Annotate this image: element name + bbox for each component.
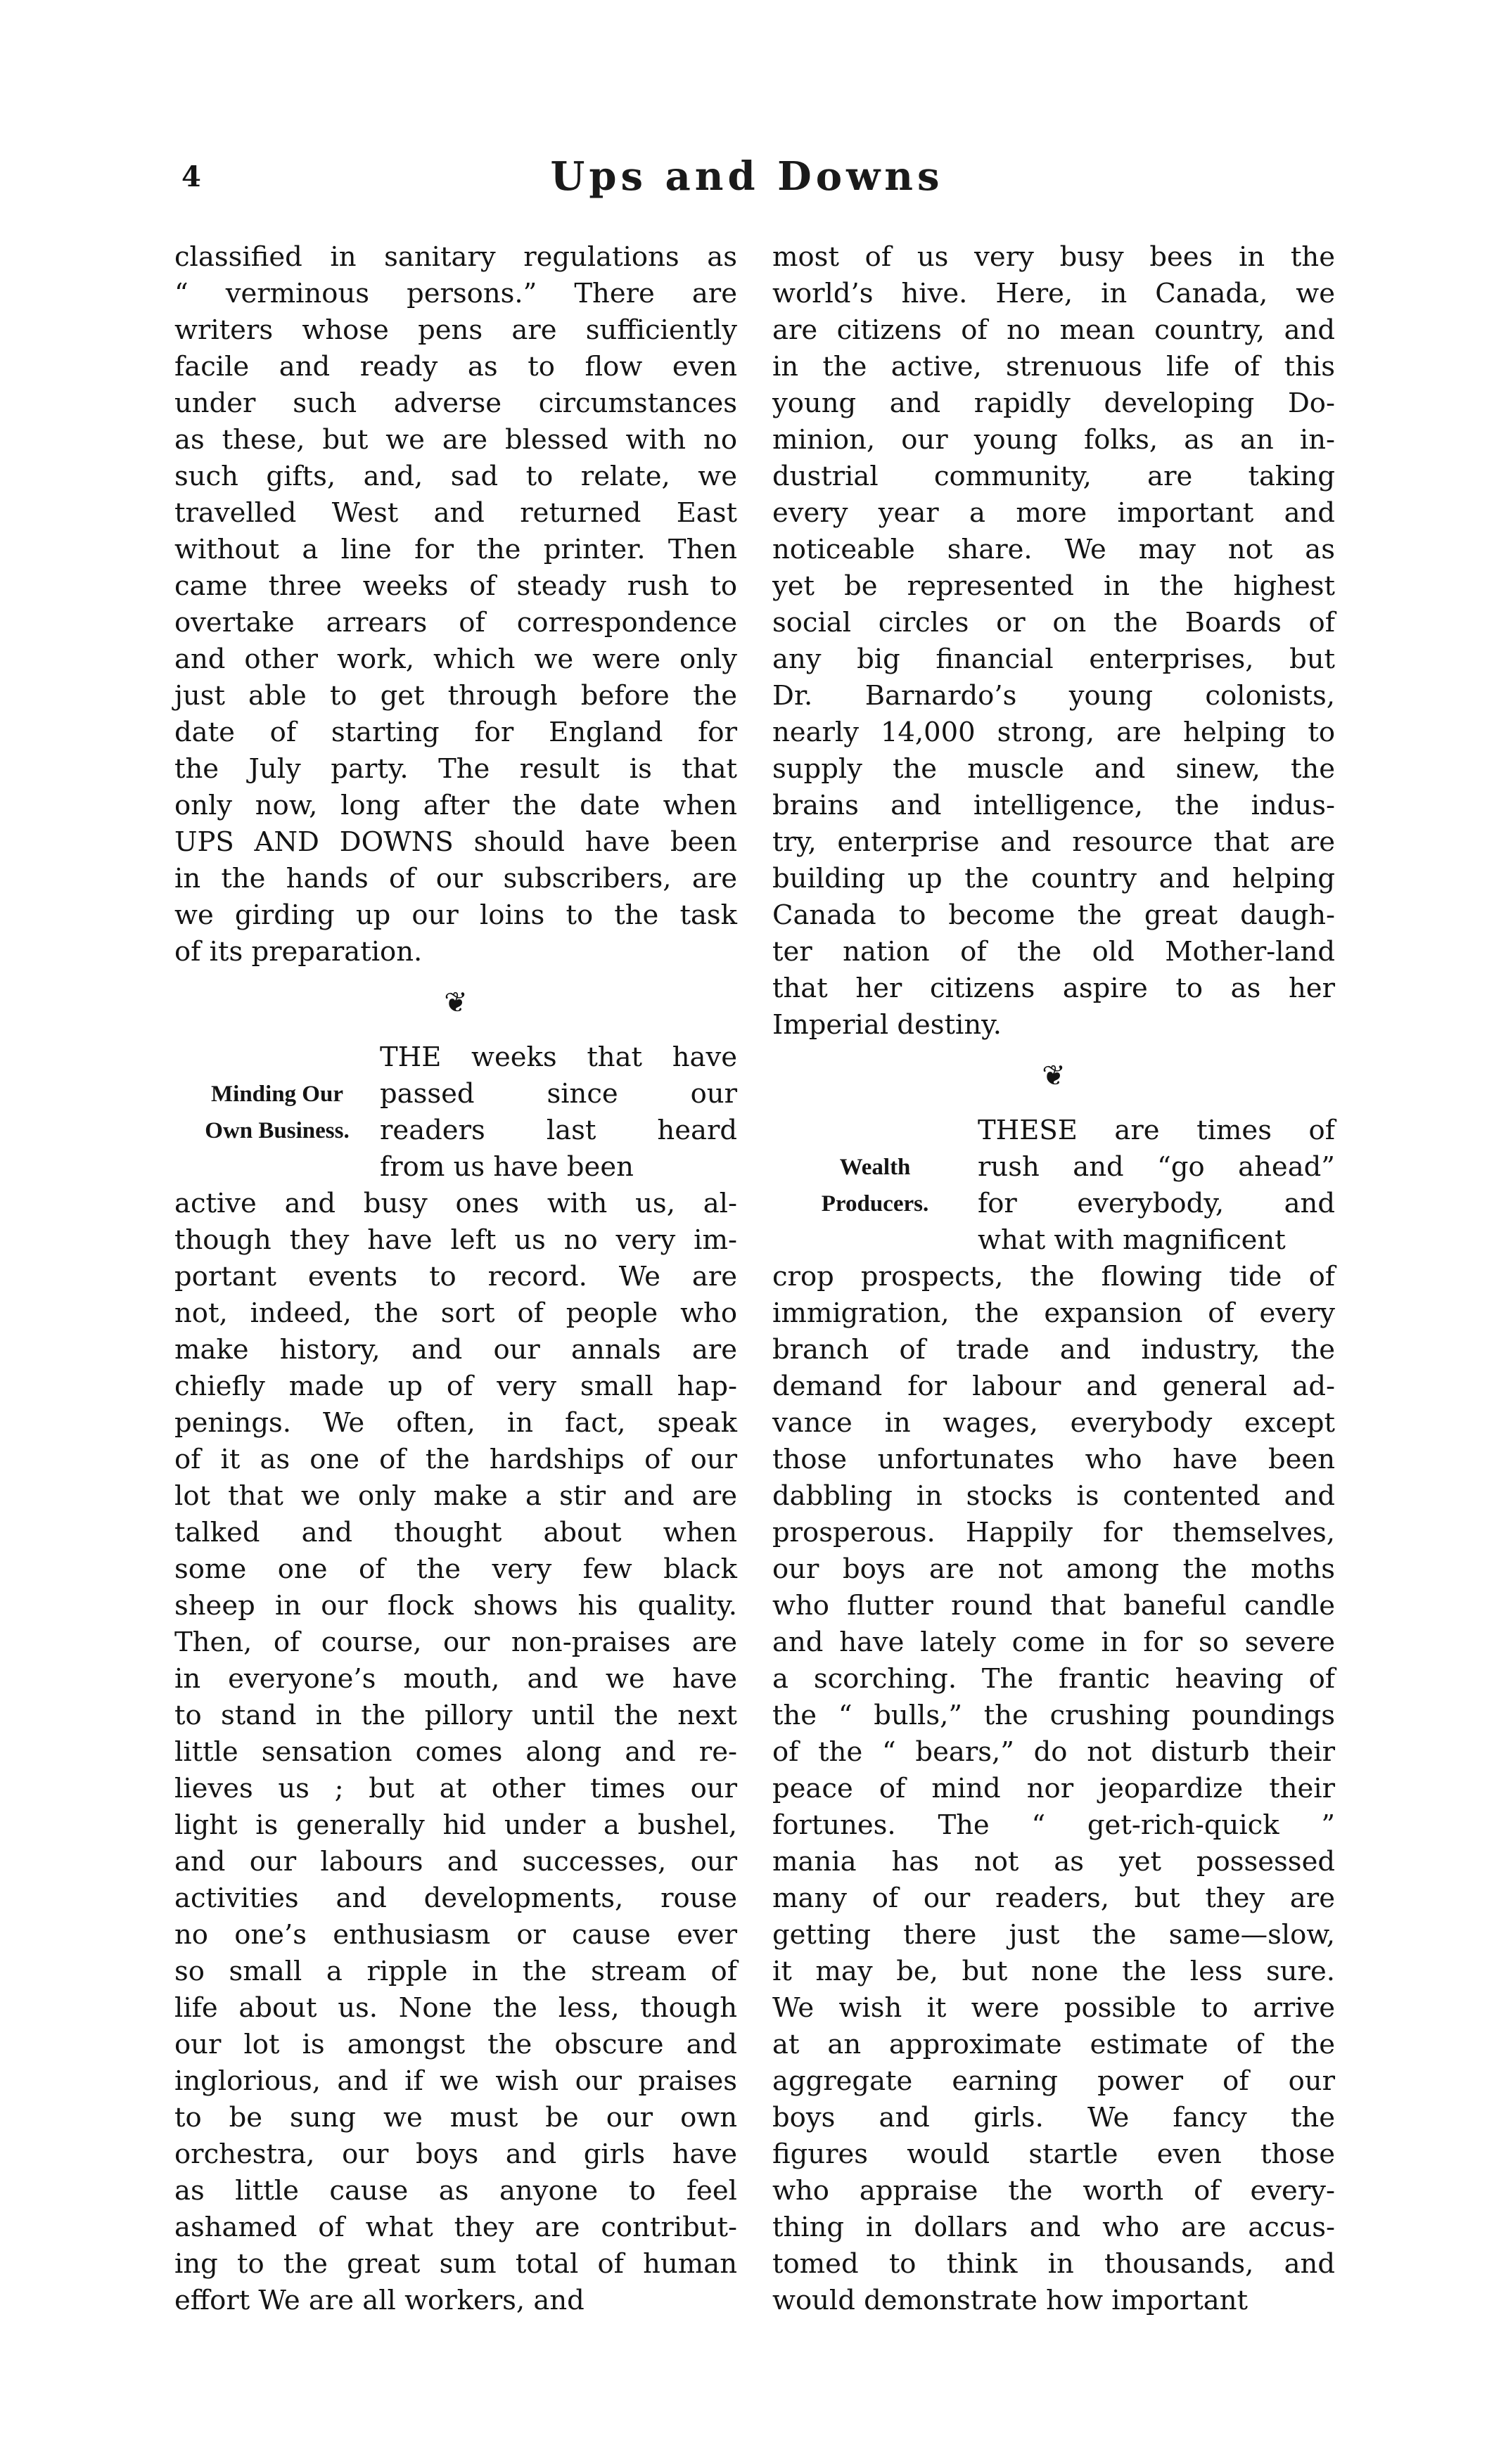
left-paragraph-1 bbox=[174, 239, 737, 970]
text-line: overtake arrears of correspondence bbox=[174, 607, 737, 639]
text-line: penings. We often, in fact, speak bbox=[174, 1407, 737, 1439]
text-line: under such adverse circumstances bbox=[174, 387, 737, 419]
text-line: immigration, the expansion of every bbox=[772, 1297, 1335, 1329]
text-line: Dr. Barnardo’s young colonists, bbox=[772, 680, 1335, 712]
text-line: some one of the very few black bbox=[174, 1553, 737, 1585]
text-line: try, enterprise and resource that are bbox=[772, 826, 1335, 858]
text-line: THESE are times of bbox=[978, 1115, 1335, 1146]
text-line: are citizens of no mean country, and bbox=[772, 314, 1335, 346]
text-line: mania has not as yet possessed bbox=[772, 1846, 1335, 1878]
text-line: THE weeks that have bbox=[380, 1041, 737, 1073]
text-line: facile and ready as to flow even bbox=[174, 351, 737, 383]
text-line: travelled West and returned East bbox=[174, 497, 737, 529]
text-line: thing in dollars and who are accus- bbox=[772, 2212, 1335, 2243]
text-line: dabbling in stocks is contented and bbox=[772, 1480, 1335, 1512]
text-line: from us have been bbox=[380, 1151, 634, 1183]
left-side-heading-block bbox=[174, 1039, 737, 1186]
text-line: ter nation of the old Mother-land bbox=[772, 936, 1335, 968]
side-heading-line: Own Business. bbox=[205, 1118, 350, 1143]
text-line: building up the country and helping bbox=[772, 863, 1335, 894]
text-line: life about us. None the less, though bbox=[174, 1992, 737, 2024]
ornament-glyph: ❦ bbox=[444, 987, 468, 1019]
side-heading-line: Wealth bbox=[839, 1155, 911, 1180]
side-heading-line: Minding Our bbox=[211, 1082, 343, 1107]
left-paragraph-2 bbox=[174, 1186, 737, 2319]
text-line: orchestra, our boys and girls have bbox=[174, 2138, 737, 2170]
side-heading bbox=[174, 1039, 380, 1149]
text-line: every year a more important and bbox=[772, 497, 1335, 529]
right-side-heading-block bbox=[772, 1112, 1335, 1259]
page-number: 4 bbox=[181, 160, 201, 193]
text-line: so small a ripple in the stream of bbox=[174, 1956, 737, 1987]
text-line: nearly 14,000 strong, are helping to bbox=[772, 717, 1335, 748]
text-line: passed since our bbox=[380, 1078, 737, 1110]
text-line: came three weeks of steady rush to bbox=[174, 570, 737, 602]
text-line: who flutter round that baneful candle bbox=[772, 1590, 1335, 1622]
text-line: though they have left us no very im- bbox=[174, 1224, 737, 1256]
text-line: readers last heard bbox=[380, 1115, 737, 1146]
text-line: not, indeed, the sort of people who bbox=[174, 1297, 737, 1329]
text-line: as these, but we are blessed with no bbox=[174, 424, 737, 456]
text-line: We wish it were possible to arrive bbox=[772, 1992, 1335, 2024]
side-text bbox=[380, 1039, 737, 1186]
text-line: classified in sanitary regulations as bbox=[174, 241, 737, 273]
text-line: aggregate earning power of our bbox=[772, 2065, 1335, 2097]
text-line: active and busy ones with us, al- bbox=[174, 1188, 737, 1219]
text-line: vance in wages, everybody except bbox=[772, 1407, 1335, 1439]
text-line: chiefly made up of very small hap- bbox=[174, 1371, 737, 1402]
text-line: those unfortunates who have been bbox=[772, 1444, 1335, 1475]
text-line: such gifts, and, sad to relate, we bbox=[174, 461, 737, 492]
text-line: to stand in the pillory until the next bbox=[174, 1700, 737, 1731]
text-line: supply the muscle and sinew, the bbox=[772, 753, 1335, 785]
text-line: in the active, strenuous life of this bbox=[772, 351, 1335, 383]
text-line: noticeable share. We may not as bbox=[772, 534, 1335, 565]
text-line: our lot is amongst the obscure and bbox=[174, 2029, 737, 2060]
text-line: Then, of course, our non-praises are bbox=[174, 1626, 737, 1658]
text-line: what with magnificent bbox=[978, 1224, 1286, 1256]
text-line: young and rapidly developing Do- bbox=[772, 387, 1335, 419]
text-line: no one’s enthusiasm or cause ever bbox=[174, 1919, 737, 1951]
text-line: would demonstrate how important bbox=[772, 2285, 1249, 2316]
right-paragraph-1 bbox=[772, 239, 1335, 1044]
text-line: without a line for the printer. Then bbox=[174, 534, 737, 565]
text-line: world’s hive. Here, in Canada, we bbox=[772, 278, 1335, 309]
text-line: the July party. The result is that bbox=[174, 753, 737, 785]
text-line: dustrial community, are taking bbox=[772, 461, 1335, 492]
text-line: of its preparation. bbox=[174, 936, 423, 968]
text-line: ashamed of what they are contribut- bbox=[174, 2212, 737, 2243]
text-line: demand for labour and general ad- bbox=[772, 1371, 1335, 1402]
text-line: it may be, but none the less sure. bbox=[772, 1956, 1335, 1987]
text-line: our boys are not among the moths bbox=[772, 1553, 1335, 1585]
text-line: make history, and our annals are bbox=[174, 1334, 737, 1366]
text-line: that her citizens aspire to as her bbox=[772, 973, 1335, 1004]
text-line: and other work, which we were only bbox=[174, 643, 737, 675]
text-line: just able to get through before the bbox=[174, 680, 737, 712]
text-line: brains and intelligence, the indus- bbox=[772, 790, 1335, 821]
text-line: Imperial destiny. bbox=[772, 1009, 1002, 1041]
text-line: and our labours and successes, our bbox=[174, 1846, 737, 1878]
side-text bbox=[978, 1112, 1335, 1259]
text-line: writers whose pens are sufficiently bbox=[174, 314, 737, 346]
right-column bbox=[772, 239, 1335, 2319]
text-line: in everyone’s mouth, and we have bbox=[174, 1663, 737, 1695]
text-line: who appraise the worth of every- bbox=[772, 2175, 1335, 2207]
text-line: activities and developments, rouse bbox=[174, 1882, 737, 1914]
text-line: “ verminous persons.” There are bbox=[174, 278, 737, 309]
text-line: most of us very busy bees in the bbox=[772, 241, 1335, 273]
text-line: of the “ bears,” do not disturb their bbox=[772, 1736, 1335, 1768]
side-heading-line: Producers. bbox=[821, 1191, 929, 1217]
text-line: rush and “go ahead” bbox=[978, 1151, 1335, 1183]
text-line: any big financial enterprises, but bbox=[772, 643, 1335, 675]
text-line: of it as one of the hardships of our bbox=[174, 1444, 737, 1475]
text-line: UPS AND DOWNS should have been bbox=[174, 826, 737, 858]
right-paragraph-2 bbox=[772, 1259, 1335, 2319]
text-line: figures would startle even those bbox=[772, 2138, 1335, 2170]
text-line: talked and thought about when bbox=[174, 1517, 737, 1548]
text-line: boys and girls. We fancy the bbox=[772, 2102, 1335, 2133]
text-line: and have lately come in for so severe bbox=[772, 1626, 1335, 1658]
text-line: crop prospects, the flowing tide of bbox=[772, 1261, 1335, 1292]
text-line: inglorious, and if we wish our praises bbox=[174, 2065, 737, 2097]
left-column bbox=[174, 239, 737, 2319]
text-line: date of starting for England for bbox=[174, 717, 737, 748]
text-line: getting there just the same—slow, bbox=[772, 1919, 1335, 1951]
text-line: effort We are all workers, and bbox=[174, 2285, 585, 2316]
text-line: minion, our young folks, as an in- bbox=[772, 424, 1335, 456]
text-line: at an approximate estimate of the bbox=[772, 2029, 1335, 2060]
text-line: Canada to become the great daugh- bbox=[772, 899, 1335, 931]
text-line: prosperous. Happily for themselves, bbox=[772, 1517, 1335, 1548]
running-head: Ups and Downs bbox=[550, 153, 944, 200]
text-line: as little cause as anyone to feel bbox=[174, 2175, 737, 2207]
ornament-glyph: ❦ bbox=[1042, 1060, 1066, 1092]
text-line: in the hands of our subscribers, are bbox=[174, 863, 737, 894]
text-line: little sensation comes along and re- bbox=[174, 1736, 737, 1768]
side-heading bbox=[772, 1112, 978, 1222]
text-line: tomed to think in thousands, and bbox=[772, 2248, 1335, 2280]
text-line: sheep in our flock shows his quality. bbox=[174, 1590, 737, 1622]
text-line: fortunes. The “ get-rich-quick ” bbox=[772, 1809, 1335, 1841]
text-line: only now, long after the date when bbox=[174, 790, 737, 821]
text-line: branch of trade and industry, the bbox=[772, 1334, 1335, 1366]
text-line: yet be represented in the highest bbox=[772, 570, 1335, 602]
text-line: peace of mind nor jeopardize their bbox=[772, 1773, 1335, 1804]
text-line: lot that we only make a stir and are bbox=[174, 1480, 737, 1512]
text-line: social circles or on the Boards of bbox=[772, 607, 1335, 639]
text-line: a scorching. The frantic heaving of bbox=[772, 1663, 1335, 1695]
text-line: many of our readers, but they are bbox=[772, 1882, 1335, 1914]
text-line: ing to the great sum total of human bbox=[174, 2248, 737, 2280]
text-line: portant events to record. We are bbox=[174, 1261, 737, 1292]
text-line: lieves us ; but at other times our bbox=[174, 1773, 737, 1804]
text-line: to be sung we must be our own bbox=[174, 2102, 737, 2133]
text-line: for everybody, and bbox=[978, 1188, 1335, 1219]
text-line: the “ bulls,” the crushing poundings bbox=[772, 1700, 1335, 1731]
text-line: light is generally hid under a bushel, bbox=[174, 1809, 737, 1841]
text-line: we girding up our loins to the task bbox=[174, 899, 737, 931]
